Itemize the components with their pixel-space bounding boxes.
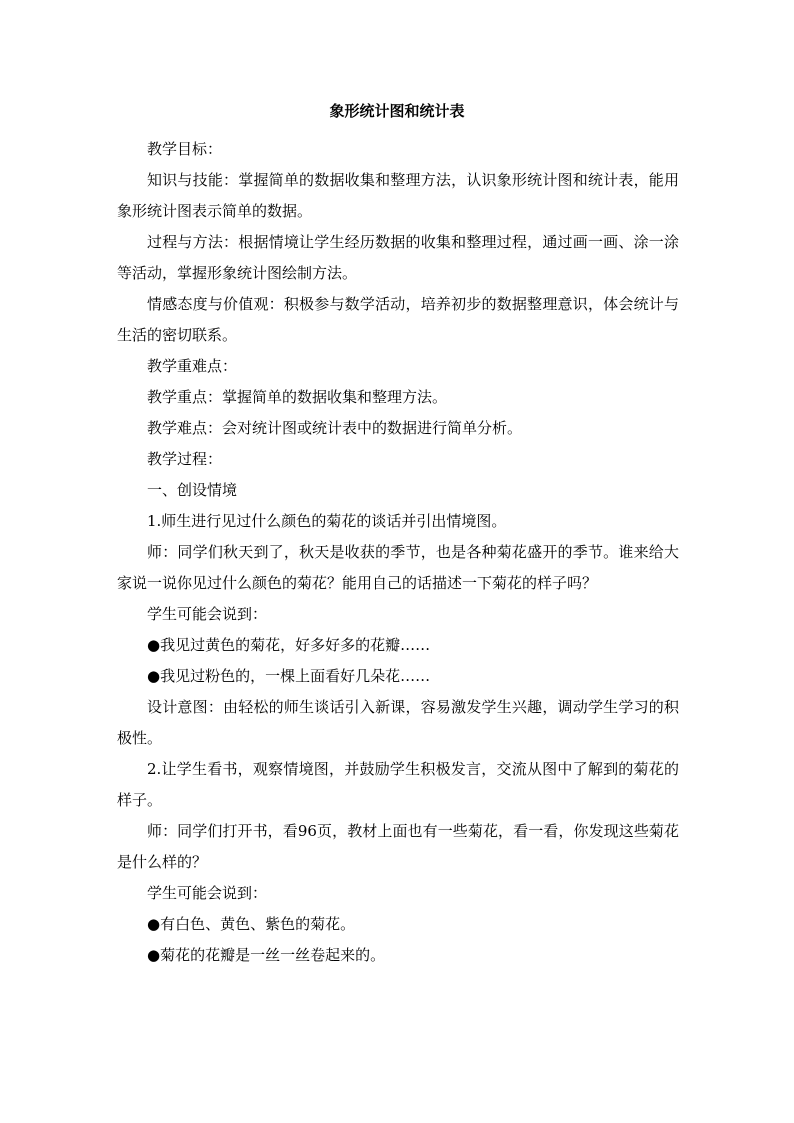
paragraph-step-one: 1.师生进行见过什么颜色的菊花的谈话并引出情境图。	[147, 512, 507, 530]
paragraph-teaching-goals-heading: 教学目标：	[147, 140, 223, 158]
paragraph-students-may-say-two: 学生可能会说到：	[147, 884, 268, 902]
bullet-colors: ●有白色、黄色、紫色的菊花。	[147, 915, 356, 933]
paragraph-design-intent: 设计意图：由轻松的师生谈话引入新课，容易激发学生兴趣，调动学生学习的积极性。	[117, 698, 679, 747]
paragraph-teaching-process-heading: 教学过程：	[147, 450, 223, 468]
paragraph-step-two: 2.让学生看书，观察情境图，并鼓励学生积极发言，交流从图中了解到的菊花的样子。	[117, 760, 679, 809]
paragraph-knowledge-skills: 知识与技能：掌握简单的数据收集和整理方法，认识象形统计图和统计表，能用象形统计图表示简单的数据。	[117, 171, 679, 220]
bullet-pink-chrysanthemum: ●我见过粉色的，一棵上面看好几朵花……	[147, 667, 431, 685]
paragraph-teacher-dialog-one: 师：同学们秋天到了，秋天是收获的季节，也是各种菊花盛开的季节。谁来给大家说一说你见过什么颜色的菊花？能用自己的话描述一下菊花的样子吗？	[117, 543, 679, 592]
paragraph-attitude-values: 情感态度与价值观：积极参与数学活动，培养初步的数据整理意识，体会统计与生活的密切联系。	[117, 295, 679, 344]
document-body	[117, 134, 679, 971]
paragraph-difficult-point: 教学难点：会对统计图或统计表中的数据进行简单分析。	[147, 419, 523, 437]
document-title: 象形统计图和统计表	[329, 102, 465, 120]
paragraph-section-one-heading: 一、创设情境	[147, 481, 238, 499]
bullet-petals: ●菊花的花瓣是一丝一丝卷起来的。	[147, 946, 386, 964]
paragraph-students-may-say-one: 学生可能会说到：	[147, 605, 268, 623]
paragraph-key-point: 教学重点：掌握简单的数据收集和整理方法。	[147, 388, 448, 406]
paragraph-teacher-dialog-two: 师：同学们打开书，看96页，教材上面也有一些菊花，看一看，你发现这些菊花是什么样的？	[117, 822, 679, 871]
paragraph-key-difficult-points-heading: 教学重难点：	[147, 357, 238, 375]
bullet-yellow-chrysanthemum: ●我见过黄色的菊花，好多好多的花瓣……	[147, 636, 431, 654]
paragraph-process-methods: 过程与方法：根据情境让学生经历数据的收集和整理过程，通过画一画、涂一涂等活动，掌握形象统计图绘制方法。	[117, 233, 679, 282]
